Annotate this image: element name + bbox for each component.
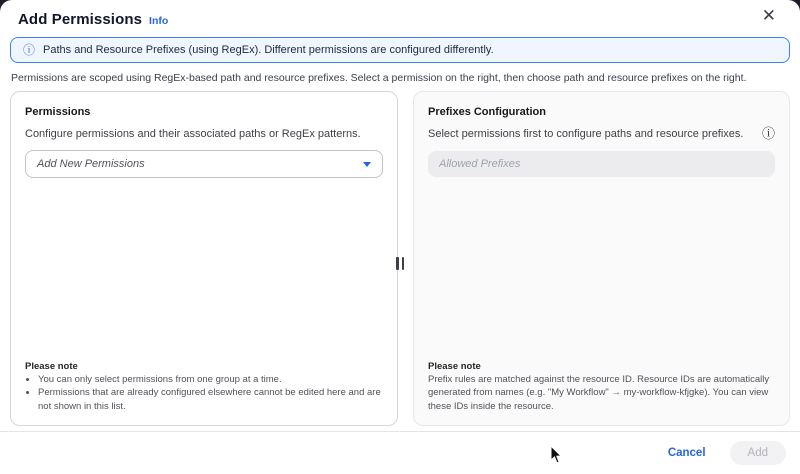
add-button[interactable]: Add: [730, 441, 786, 465]
dropdown-placeholder: Add New Permissions: [37, 158, 145, 170]
prefixes-note-text: Prefix rules are matched against the resource ID. Resource IDs are automatically generated from names (e.g. "My Workflow" → my-workflow-kfjgke). You can view these IDs inside the resource.: [428, 374, 770, 412]
permissions-panel-title: Permissions: [25, 106, 91, 118]
prefixes-empty-area: [428, 177, 775, 361]
modal-footer: [0, 431, 800, 474]
info-banner: [10, 37, 790, 63]
permissions-panel: [10, 91, 398, 426]
close-icon[interactable]: ✕: [761, 6, 776, 26]
panel-resize-handle[interactable]: [394, 255, 406, 272]
permissions-note-item: • Permissions that are already configured elsewhere cannot be edited here and are not shown in this list.: [38, 386, 383, 413]
permissions-note-title: Please note: [25, 361, 78, 373]
prefixes-info-icon[interactable]: ⓘ: [761, 127, 775, 142]
prefixes-panel-subtitle: Select permissions first to configure paths and resource prefixes.: [428, 128, 744, 140]
add-new-permissions-dropdown[interactable]: [25, 150, 383, 178]
info-banner-text: Paths and Resource Prefixes (using RegEx). Different permissions are configured differently.: [43, 44, 494, 56]
permissions-empty-area: [25, 178, 383, 361]
permissions-note-list: [25, 373, 383, 413]
modal-title: Add Permissions: [18, 11, 143, 28]
chevron-down-icon: [363, 162, 371, 167]
panels-container: [10, 91, 790, 426]
scope-description: Permissions are scoped using RegEx-based path and resource prefixes. Select a permission on the right, then choose path and resource prefixes on the right.: [11, 72, 747, 84]
prefixes-panel: [413, 91, 790, 426]
info-circle-icon: ⓘ: [23, 43, 36, 57]
resize-handle-bar: [402, 257, 405, 270]
prefixes-subtitle-row: [428, 128, 775, 141]
allowed-prefixes-input[interactable]: [428, 151, 775, 177]
prefixes-note-title: Please note: [428, 361, 481, 373]
title-info-link[interactable]: Info: [149, 15, 169, 27]
permissions-panel-subtitle: Configure permissions and their associated paths or RegEx patterns.: [25, 128, 361, 140]
cancel-button[interactable]: Cancel: [662, 446, 712, 460]
prefixes-panel-title: Prefixes Configuration: [428, 106, 546, 118]
modal-header: [0, 0, 800, 33]
permissions-note-item: • You can only select permissions from one group at a time.: [38, 373, 383, 386]
resize-handle-bar: [396, 257, 399, 270]
